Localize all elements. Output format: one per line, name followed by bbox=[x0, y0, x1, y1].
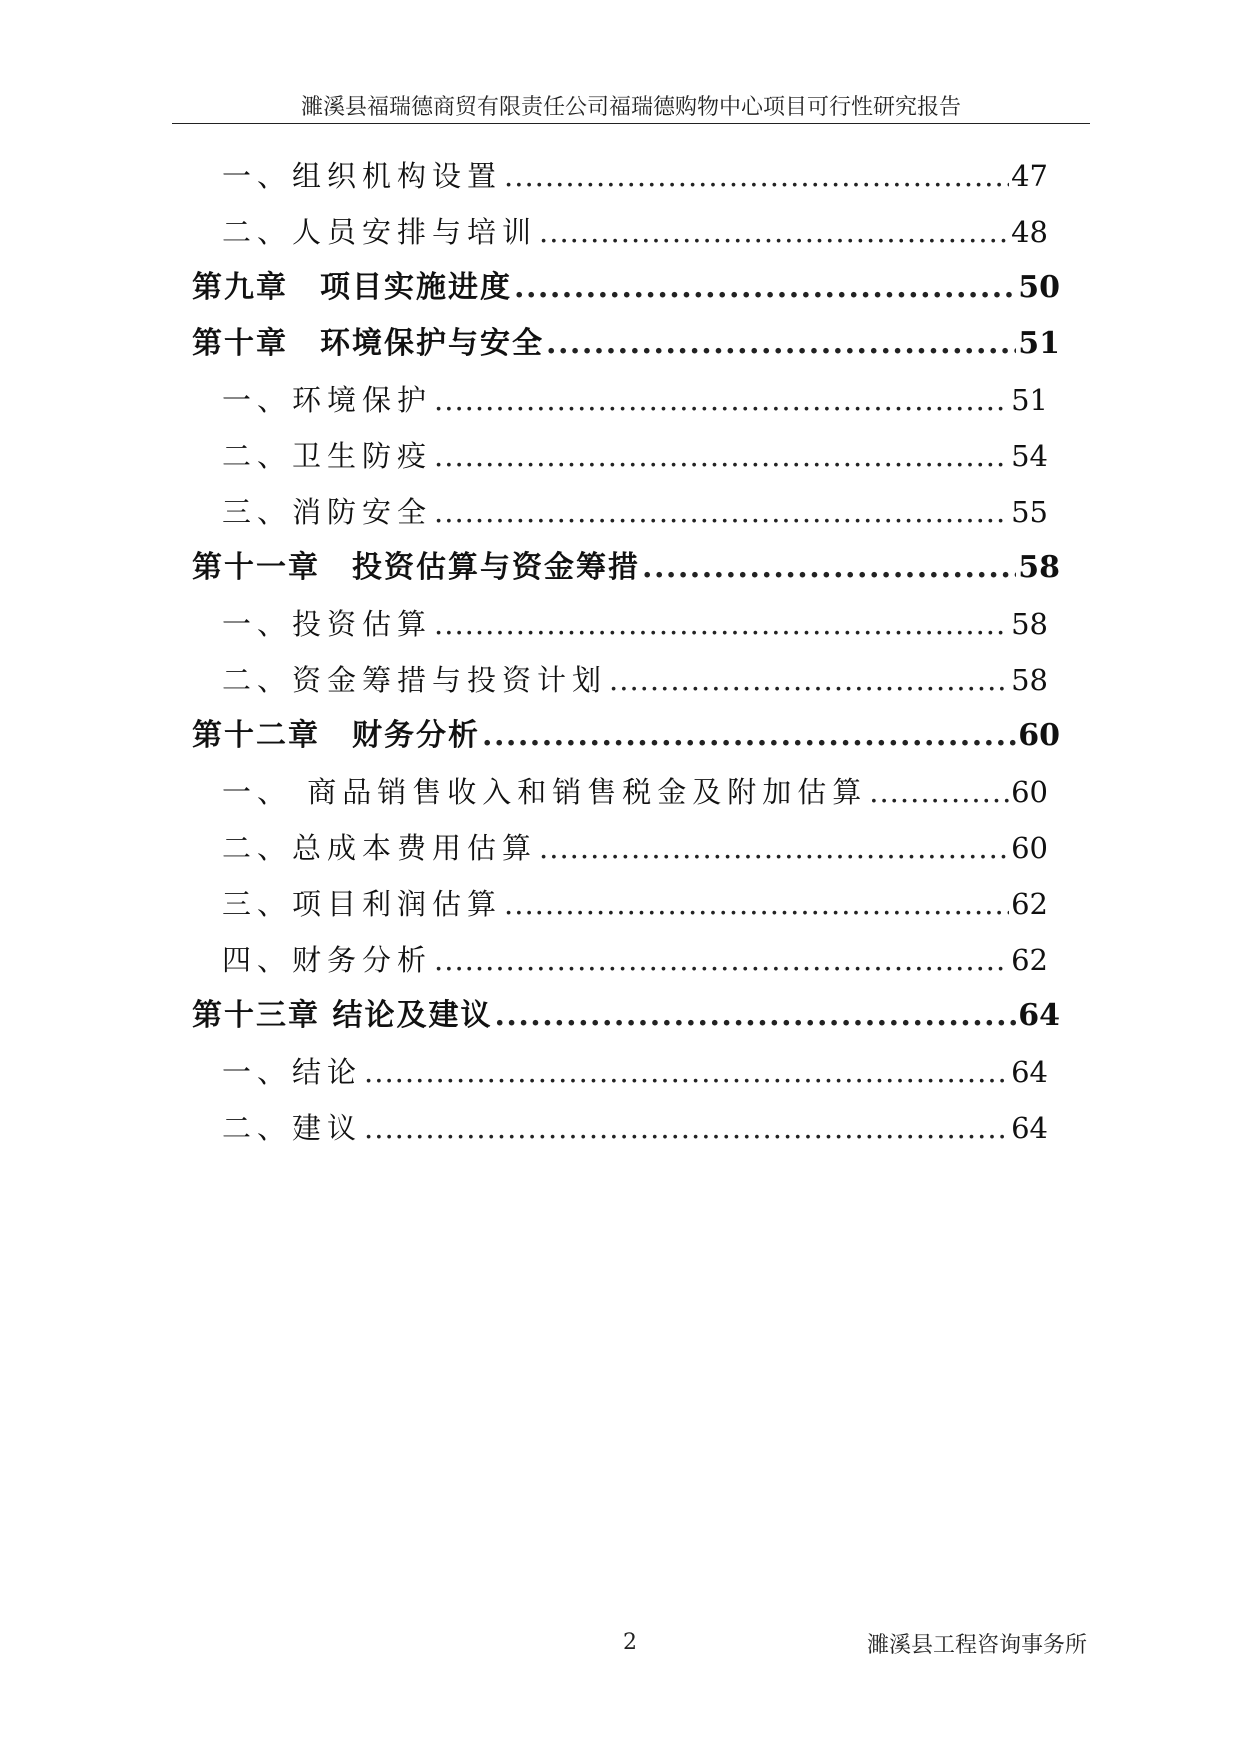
toc-entry-page: 58 bbox=[1011, 663, 1048, 697]
toc-leader-dots bbox=[494, 988, 1016, 1044]
toc-leader-dots bbox=[546, 316, 1016, 372]
toc-entry-title: 一、组织机构设置 bbox=[222, 159, 503, 193]
page-header-title: 濉溪县福瑞德商贸有限责任公司福瑞德购物中心项目可行性研究报告 bbox=[300, 95, 961, 120]
toc-leader-dots bbox=[539, 204, 1009, 260]
toc-chapter-10[interactable] bbox=[192, 316, 1060, 372]
table-of-contents bbox=[192, 148, 1060, 1156]
toc-leader-dots bbox=[434, 428, 1009, 484]
toc-leader-dots bbox=[434, 484, 1009, 540]
toc-chapter-9[interactable] bbox=[192, 260, 1060, 316]
toc-chapter-page: 60 bbox=[1018, 718, 1060, 753]
toc-chapter-12[interactable] bbox=[192, 708, 1060, 764]
header-divider bbox=[172, 123, 1090, 124]
toc-entry-funding-plan[interactable] bbox=[192, 652, 1060, 708]
toc-entry-page: 62 bbox=[1011, 887, 1048, 921]
toc-leader-dots bbox=[609, 652, 1009, 708]
toc-chapter-13[interactable] bbox=[192, 988, 1060, 1044]
toc-chapter-page: 50 bbox=[1018, 270, 1060, 305]
toc-chapter-title: 第十二章 财务分析 bbox=[192, 718, 480, 753]
toc-entry-fire-safety[interactable] bbox=[192, 484, 1060, 540]
toc-leader-dots bbox=[539, 820, 1009, 876]
toc-leader-dots bbox=[482, 708, 1016, 764]
footer-organization: 濉溪县工程咨询事务所 bbox=[866, 1633, 1087, 1658]
toc-entry-page: 48 bbox=[1011, 215, 1048, 249]
toc-entry-profit-estimate[interactable] bbox=[192, 876, 1060, 932]
toc-entry-page: 60 bbox=[1011, 775, 1048, 809]
toc-entry-environmental-protection[interactable] bbox=[192, 372, 1060, 428]
toc-entry-page: 54 bbox=[1011, 439, 1048, 473]
toc-entry-page: 60 bbox=[1011, 831, 1048, 865]
toc-entry-organization-setup[interactable] bbox=[192, 148, 1060, 204]
toc-leader-dots bbox=[869, 764, 1009, 820]
toc-entry-page: 64 bbox=[1011, 1055, 1048, 1089]
toc-entry-title: 一、 商品销售收入和销售税金及附加估算 bbox=[222, 775, 868, 809]
toc-chapter-title: 第十三章 结论及建议 bbox=[192, 998, 493, 1033]
toc-entry-sanitation[interactable] bbox=[192, 428, 1060, 484]
toc-entry-page: 62 bbox=[1011, 943, 1048, 977]
toc-entry-conclusion[interactable] bbox=[192, 1044, 1060, 1100]
toc-leader-dots bbox=[434, 596, 1009, 652]
toc-chapter-title: 第十章 环境保护与安全 bbox=[192, 326, 544, 361]
toc-leader-dots bbox=[504, 148, 1009, 204]
toc-entry-investment-estimate[interactable] bbox=[192, 596, 1060, 652]
toc-entry-page: 55 bbox=[1011, 495, 1048, 529]
toc-entry-page: 58 bbox=[1011, 607, 1048, 641]
toc-leader-dots bbox=[364, 1044, 1009, 1100]
footer-page-number: 2 bbox=[623, 1630, 637, 1655]
toc-entry-title: 二、总成本费用估算 bbox=[222, 831, 538, 865]
toc-entry-staffing-training[interactable] bbox=[192, 204, 1060, 260]
toc-entry-title: 二、资金筹措与投资计划 bbox=[222, 663, 608, 697]
toc-entry-title: 一、投资估算 bbox=[222, 607, 433, 641]
toc-leader-dots bbox=[504, 876, 1009, 932]
toc-entry-sales-revenue[interactable] bbox=[192, 764, 1060, 820]
toc-entry-title: 二、建议 bbox=[222, 1111, 363, 1145]
toc-entry-title: 二、卫生防疫 bbox=[222, 439, 433, 473]
toc-chapter-page: 51 bbox=[1018, 326, 1060, 361]
toc-chapter-11[interactable] bbox=[192, 540, 1060, 596]
toc-entry-page: 47 bbox=[1011, 159, 1048, 193]
toc-entry-title: 一、环境保护 bbox=[222, 383, 433, 417]
toc-entry-page: 51 bbox=[1011, 383, 1048, 417]
toc-leader-dots bbox=[364, 1100, 1009, 1156]
toc-entry-page: 64 bbox=[1011, 1111, 1048, 1145]
toc-leader-dots bbox=[514, 260, 1016, 316]
toc-chapter-page: 64 bbox=[1018, 998, 1060, 1033]
toc-chapter-title: 第九章 项目实施进度 bbox=[192, 270, 512, 305]
toc-entry-title: 三、消防安全 bbox=[222, 495, 433, 529]
toc-entry-title: 一、结论 bbox=[222, 1055, 363, 1089]
toc-leader-dots bbox=[642, 540, 1016, 596]
toc-entry-title: 三、项目利润估算 bbox=[222, 887, 503, 921]
toc-chapter-page: 58 bbox=[1018, 550, 1060, 585]
toc-chapter-title: 第十一章 投资估算与资金筹措 bbox=[192, 550, 640, 585]
toc-entry-title: 二、人员安排与培训 bbox=[222, 215, 538, 249]
toc-entry-title: 四、财务分析 bbox=[222, 943, 433, 977]
toc-entry-recommendations[interactable] bbox=[192, 1100, 1060, 1156]
toc-leader-dots bbox=[434, 372, 1009, 428]
toc-leader-dots bbox=[434, 932, 1009, 988]
toc-entry-financial-analysis[interactable] bbox=[192, 932, 1060, 988]
toc-entry-total-cost[interactable] bbox=[192, 820, 1060, 876]
